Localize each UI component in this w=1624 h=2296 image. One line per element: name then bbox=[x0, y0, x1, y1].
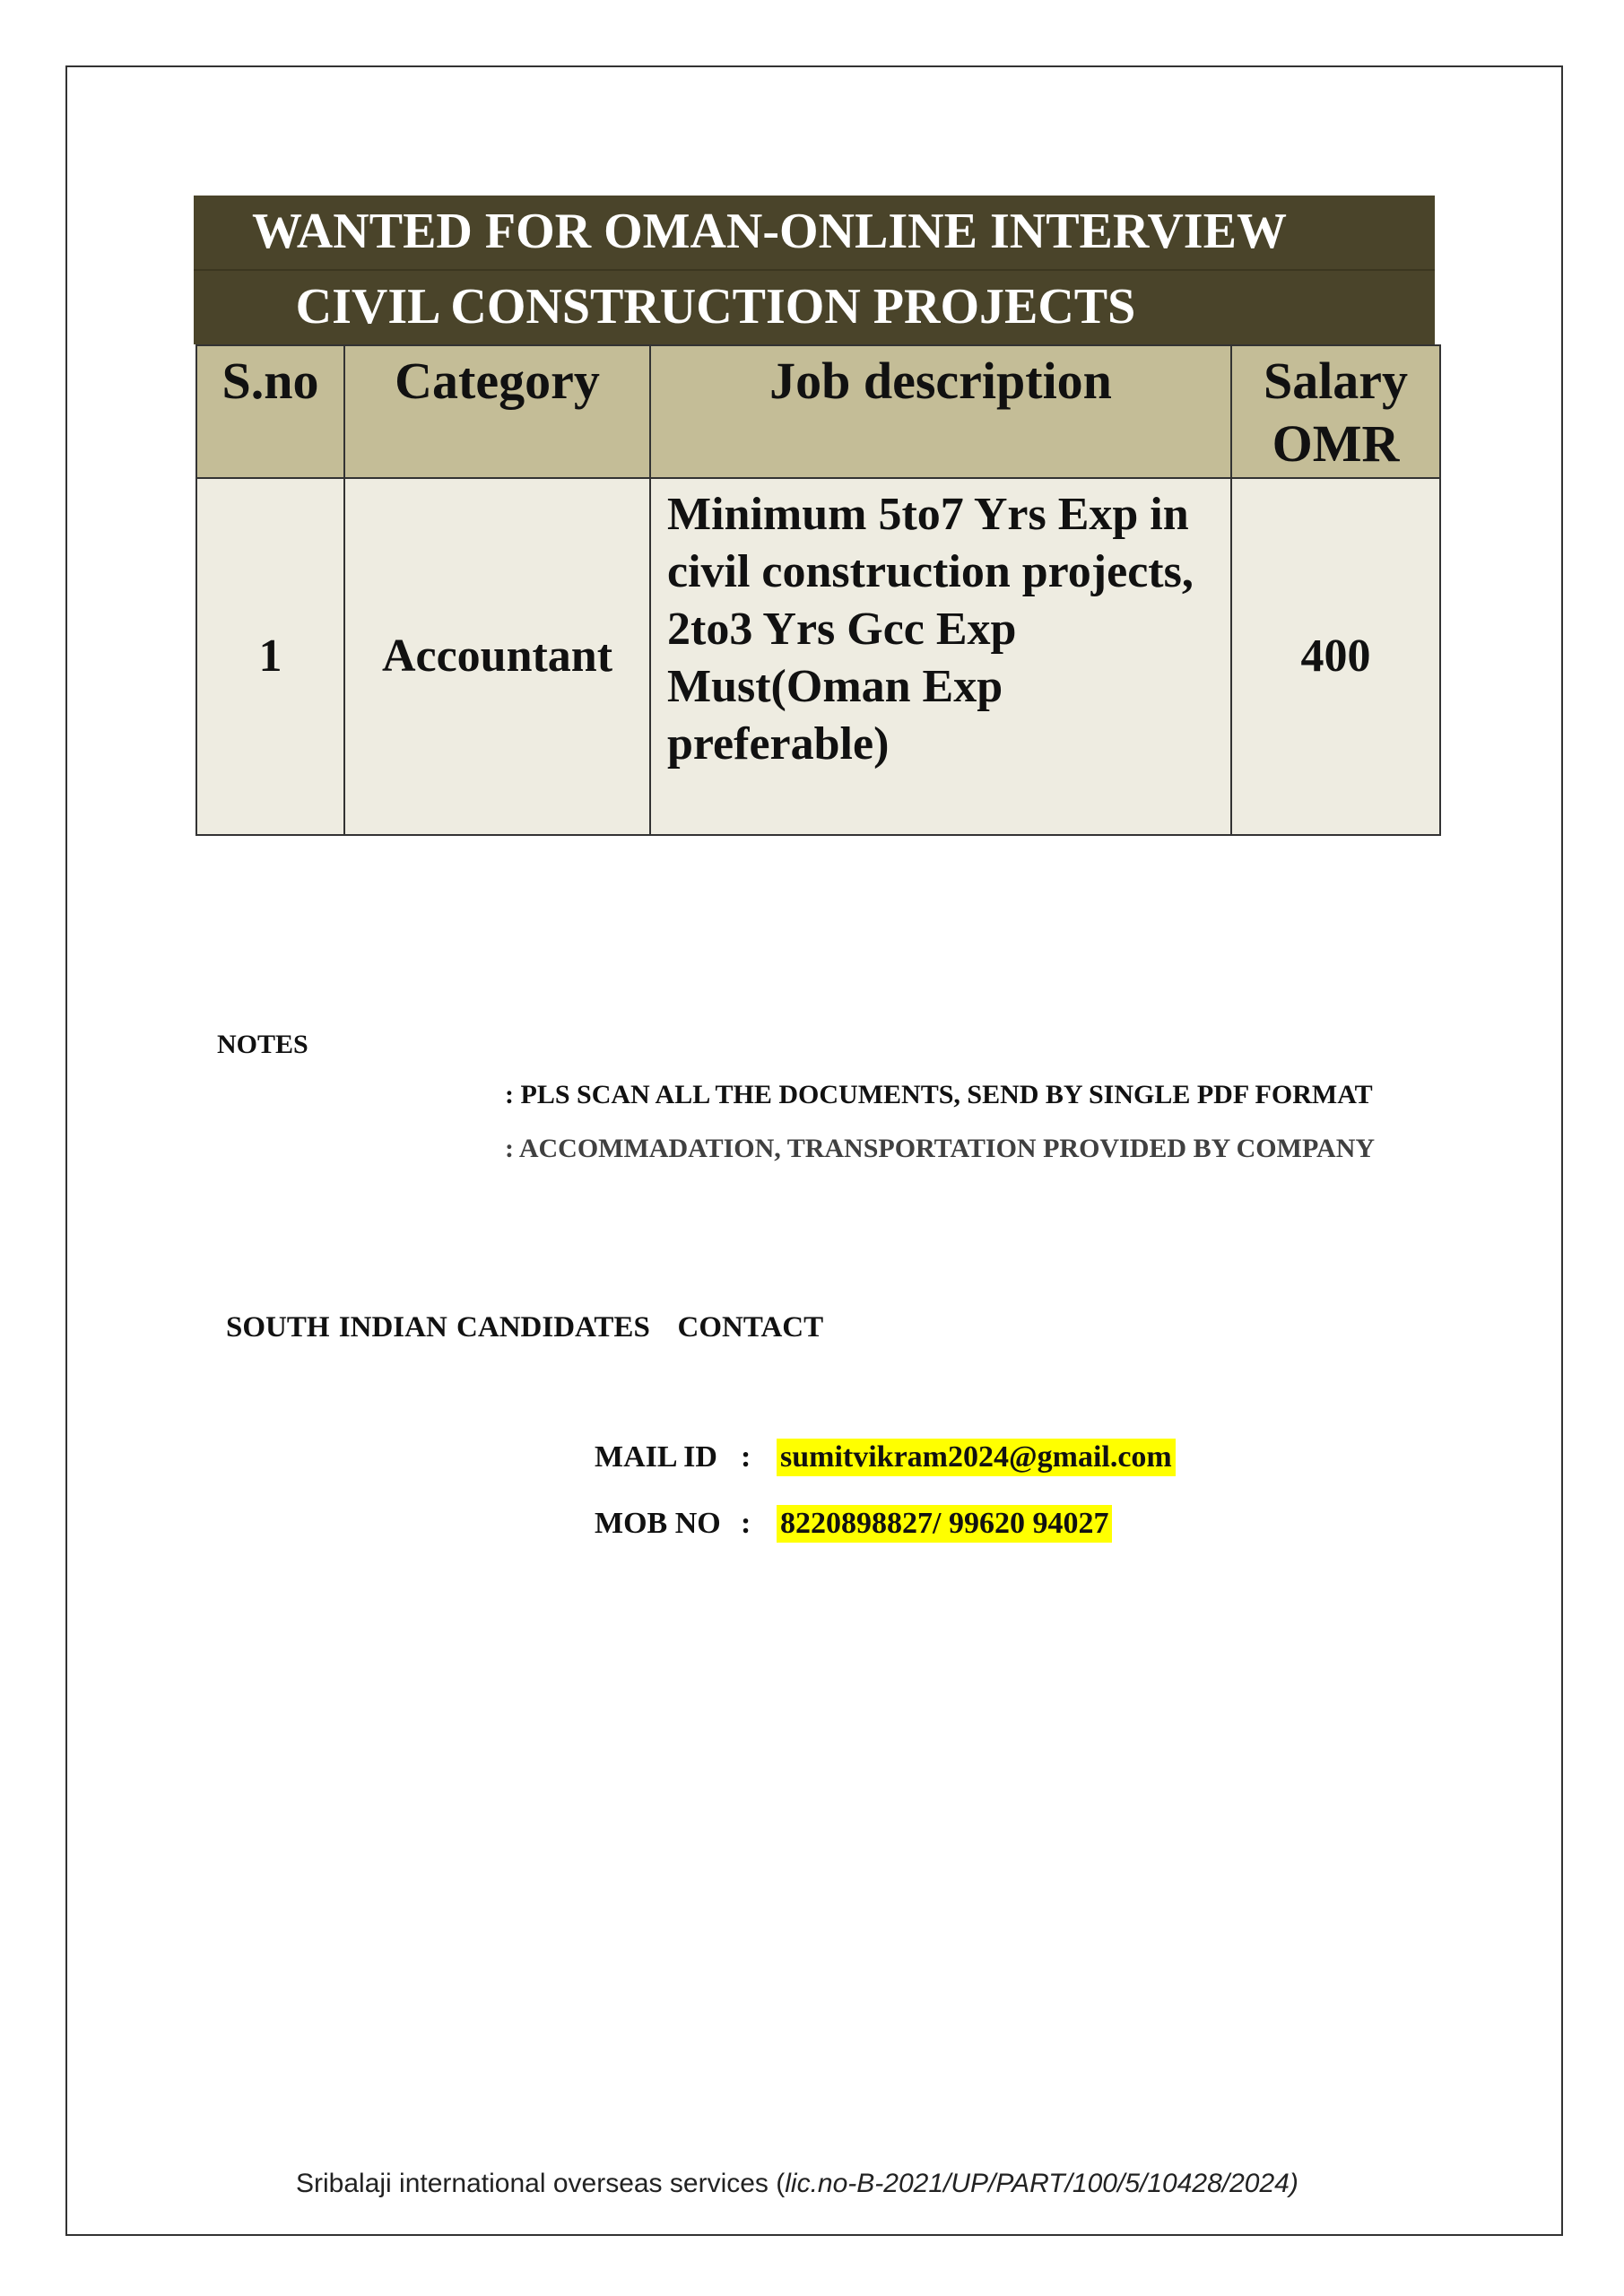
mob-label: MOB NO bbox=[595, 1507, 721, 1540]
title-line-1: WANTED FOR OMAN-ONLINE INTERVIEW bbox=[194, 196, 1435, 271]
note-scan-documents: : PLS SCAN ALL THE DOCUMENTS, SEND BY SINGLE PDF FORMAT bbox=[505, 1080, 1373, 1109]
title-banner bbox=[194, 196, 1435, 344]
notes-label: NOTES bbox=[217, 1030, 308, 1059]
mob-separator: : bbox=[741, 1507, 751, 1540]
cell-sno: 1 bbox=[196, 478, 344, 835]
cell-salary: 400 bbox=[1231, 478, 1440, 835]
header-category: Category bbox=[344, 345, 650, 478]
mob-row bbox=[595, 1505, 1112, 1543]
footer-license: lic.no-B-2021/UP/PART/100/5/10428/2024) bbox=[785, 2169, 1298, 2198]
jobs-table bbox=[195, 344, 1441, 836]
table-row bbox=[196, 478, 1440, 835]
contact-heading: SOUTH INDIAN CANDIDATES CONTACT bbox=[226, 1311, 824, 1344]
mail-row bbox=[595, 1439, 1176, 1476]
note-accommodation: : ACCOMMADATION, TRANSPORTATION PROVIDED BY COMPANY bbox=[505, 1134, 1376, 1163]
mail-label: MAIL ID bbox=[595, 1440, 717, 1474]
mail-value[interactable]: sumitvikram2024@gmail.com bbox=[777, 1439, 1176, 1476]
cell-description: Minimum 5to7 Yrs Exp in civil construction projects, 2to3 Yrs Gcc Exp Must(Oman Exp preferable) bbox=[650, 478, 1231, 835]
footer-company: Sribalaji international overseas services ( bbox=[296, 2169, 786, 2198]
title-line-2: CIVIL CONSTRUCTION PROJECTS bbox=[295, 279, 1136, 335]
header-salary: Salary OMR bbox=[1231, 345, 1440, 478]
header-job-description: Job description bbox=[650, 345, 1231, 478]
mail-separator: : bbox=[741, 1440, 751, 1474]
header-sno: S.no bbox=[196, 345, 344, 478]
footer bbox=[296, 2169, 1298, 2199]
table-header-row bbox=[196, 345, 1440, 478]
mob-value[interactable]: 8220898827/ 99620 94027 bbox=[777, 1505, 1112, 1543]
cell-category: Accountant bbox=[344, 478, 650, 835]
